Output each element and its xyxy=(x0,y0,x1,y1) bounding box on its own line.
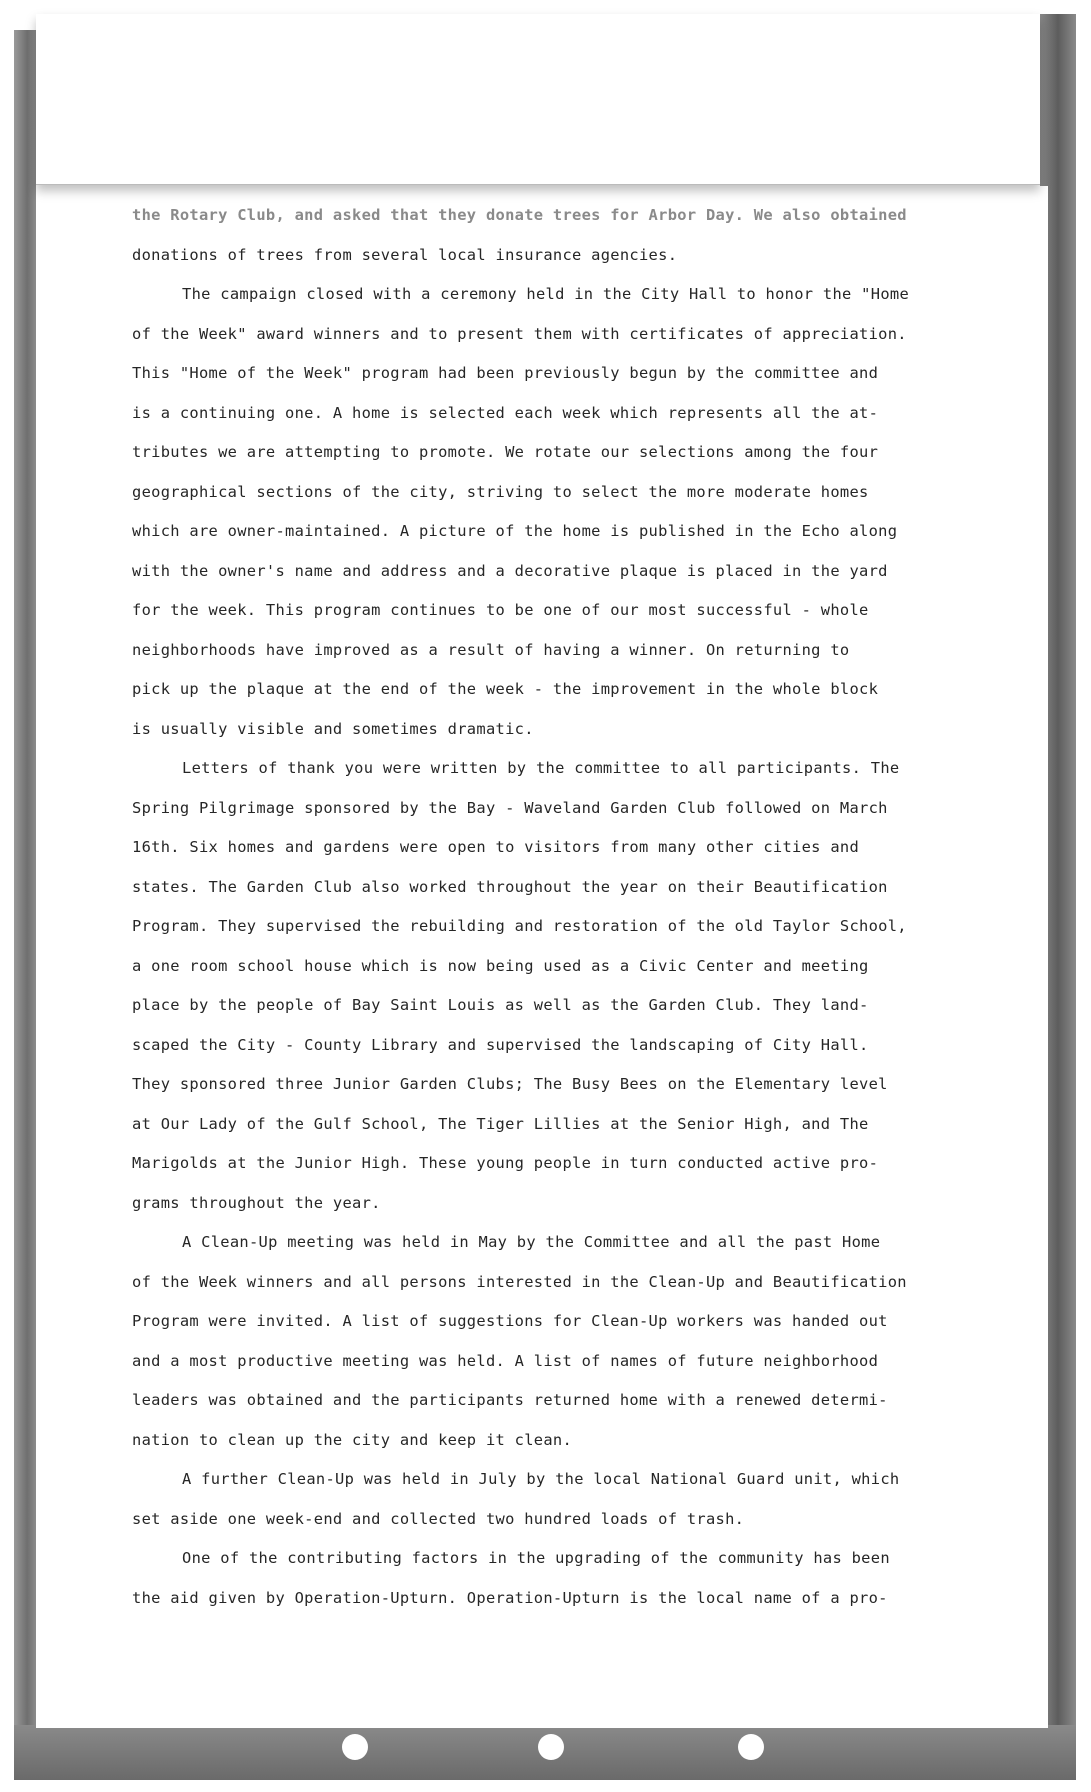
text-line: geographical sections of the city, striving to select the more moderate homes xyxy=(132,482,869,501)
text-line: A further Clean-Up was held in July by the local National Guard unit, which xyxy=(182,1470,900,1488)
text-line: states. The Garden Club also worked throughout the year on their Beautification xyxy=(132,877,888,896)
text-line: Program. They supervised the rebuilding and restoration of the old Taylor School, xyxy=(132,917,907,935)
text-line: They sponsored three Junior Garden Clubs; The Busy Bees on the Elementary level xyxy=(132,1075,888,1093)
text-line: leaders was obtained and the participants returned home with a renewed determi- xyxy=(132,1391,888,1409)
text-line: scaped the City - County Library and supervised the landscaping of City Hall. xyxy=(132,1035,869,1054)
text-line: of the Week" award winners and to present them with certificates of appreciation. xyxy=(132,324,907,343)
text-line: tributes we are attempting to promote. We rotate our selections among the four xyxy=(132,443,879,461)
binder-left-edge xyxy=(14,30,36,1730)
text-line: The campaign closed with a ceremony held in the City Hall to honor the "Home xyxy=(182,285,910,303)
text-line: place by the people of Bay Saint Louis as well as the Garden Club. They land- xyxy=(132,996,869,1014)
text-line: is usually visible and sometimes dramatic. xyxy=(132,719,534,738)
text-line: grams throughout the year. xyxy=(132,1193,381,1212)
text-line: for the week. This program continues to be one of our most successful - whole xyxy=(132,601,869,619)
text-line: A Clean-Up meeting was held in May by the Committee and all the past Home xyxy=(182,1233,881,1251)
text-line: which are owner-maintained. A picture of the home is published in the Echo along xyxy=(132,522,898,540)
text-line: the aid given by Operation-Upturn. Operation-Upturn is the local name of a pro- xyxy=(132,1588,888,1607)
punch-hole xyxy=(342,1734,368,1760)
text-line: neighborhoods have improved as a result of having a winner. On returning to xyxy=(132,640,850,659)
text-line: One of the contributing factors in the upgrading of the community has been xyxy=(182,1549,890,1567)
text-line: with the owner's name and address and a decorative plaque is placed in the yard xyxy=(132,561,888,580)
text-line: set aside one week-end and collected two hundred loads of trash. xyxy=(132,1509,745,1528)
folded-top-flap xyxy=(36,14,1040,185)
text-line: Marigolds at the Junior High. These young people in turn conducted active pro- xyxy=(132,1154,879,1172)
punch-hole xyxy=(538,1734,564,1760)
text-line: is a continuing one. A home is selected each week which represents all the at- xyxy=(132,403,879,422)
text-line: a one room school house which is now being used as a Civic Center and meeting xyxy=(132,956,869,975)
text-line: nation to clean up the city and keep it clean. xyxy=(132,1430,573,1449)
text-line: Program were invited. A list of suggestions for Clean-Up workers was handed out xyxy=(132,1312,888,1330)
text-line: Spring Pilgrimage sponsored by the Bay - Waveland Garden Club followed on March xyxy=(132,798,888,817)
text-line: at Our Lady of the Gulf School, The Tiger Lillies at the Senior High, and The xyxy=(132,1114,869,1133)
text-line: the Rotary Club, and asked that they donate trees for Arbor Day. We also obtained xyxy=(132,206,907,224)
punch-hole xyxy=(738,1734,764,1760)
text-line: Letters of thank you were written by the committee to all participants. The xyxy=(182,759,900,777)
text-line: and a most productive meeting was held. A list of names of future neighborhood xyxy=(132,1351,879,1370)
text-line: This "Home of the Week" program had been previously begun by the committee and xyxy=(132,364,879,382)
typed-text-body xyxy=(132,196,952,1618)
text-line: of the Week winners and all persons interested in the Clean-Up and Beautification xyxy=(132,1272,907,1291)
text-line: 16th. Six homes and gardens were open to visitors from many other cities and xyxy=(132,838,860,856)
text-line: donations of trees from several local insurance agencies. xyxy=(132,245,678,264)
text-line: pick up the plaque at the end of the week - the improvement in the whole block xyxy=(132,680,879,698)
